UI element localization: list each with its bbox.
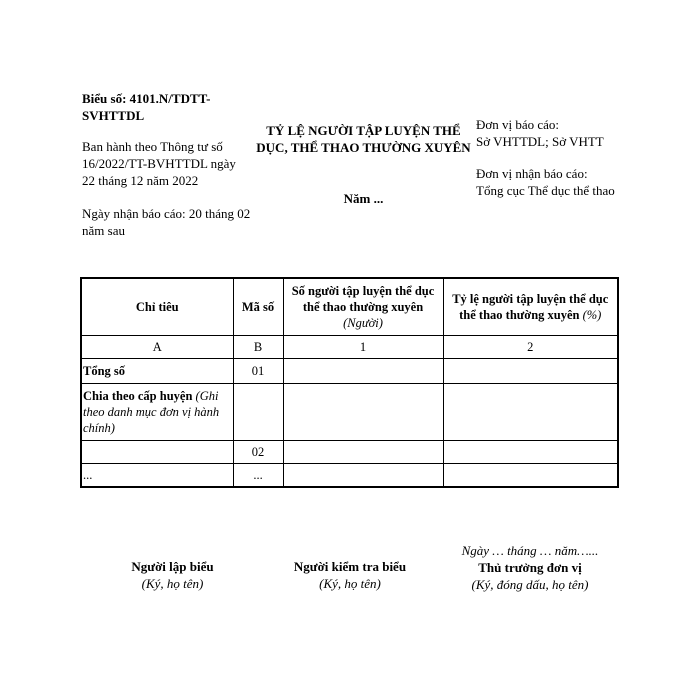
header-ratio-unit: (%) (582, 308, 602, 322)
table-row (81, 441, 618, 464)
data-cell (283, 384, 443, 441)
preparer-title: Người lập biểu (131, 559, 214, 574)
row-02-code: 02 (233, 441, 283, 464)
head-note: (Ký, đóng dấu, họ tên) (471, 577, 589, 592)
form-code: Biểu số: 4101.N/TDTT-SVHTTDL (82, 91, 211, 123)
data-cell (443, 441, 618, 464)
data-cell (443, 384, 618, 441)
row-more-label: ... (81, 464, 233, 488)
header-indicator: Chỉ tiêu (81, 278, 233, 336)
head-title: Thủ trưởng đơn vị (478, 560, 582, 575)
data-cell (443, 359, 618, 384)
signature-preparer (110, 558, 235, 592)
header-people-unit: (Người) (343, 316, 383, 330)
reporting-unit-label: Đơn vị báo cáo: (476, 117, 560, 132)
report-title: TỶ LỆ NGƯỜI TẬP LUYỆN THỂ DỤC, THỂ THAO THƯỜNG XUYÊN (256, 123, 471, 155)
table-row (81, 384, 618, 441)
data-cell (283, 464, 443, 488)
checker-note: (Ký, họ tên) (319, 576, 381, 591)
row-more-code: ... (233, 464, 283, 488)
row-district-label (81, 384, 233, 441)
data-cell (81, 441, 233, 464)
data-cell (283, 441, 443, 464)
header-code: Mã số (233, 278, 283, 336)
report-year: Năm ... (343, 191, 384, 206)
data-cell (443, 464, 618, 488)
preparer-note: (Ký, họ tên) (141, 576, 204, 591)
receiving-unit-label: Đơn vị nhận báo cáo: (476, 166, 588, 181)
data-cell (233, 384, 283, 441)
date-line: Ngày … tháng … năm…... (461, 543, 599, 558)
issuance-note: Ban hành theo Thông tư số 16/2022/TT-BVHTTDL ngày 22 tháng 12 năm 2022 (82, 139, 236, 188)
index-cell: B (233, 336, 283, 359)
receive-date-note: Ngày nhận báo cáo: 20 tháng 02 năm sau (82, 206, 251, 238)
receiving-unit-value: Tổng cục Thể dục thể thao (476, 183, 615, 198)
row-district-title: Chia theo cấp huyện (83, 389, 193, 403)
receiving-unit (476, 165, 626, 199)
row-district-note: (Ghi theo danh mục đơn vị hành chính) (83, 389, 220, 435)
table-row (81, 359, 618, 384)
signature-checker (280, 558, 420, 592)
signature-head (440, 542, 620, 593)
header-ratio (443, 278, 618, 336)
table-header-row (81, 278, 618, 336)
index-cell: 2 (443, 336, 618, 359)
data-cell (283, 359, 443, 384)
header-people (283, 278, 443, 336)
header-ratio-label: Tỷ lệ người tập luyện thể dục thể thao thường xuyên (452, 292, 609, 322)
header-people-label: Số người tập luyện thể dục thể thao thường xuyên (291, 284, 435, 314)
row-total-code: 01 (233, 359, 283, 384)
reporting-unit (476, 116, 626, 150)
report-table (80, 277, 619, 488)
table-row (81, 464, 618, 488)
table-index-row (81, 336, 618, 359)
reporting-unit-value: Sở VHTTDL; Sở VHTT (476, 134, 604, 149)
index-cell: A (81, 336, 233, 359)
row-total-label: Tổng số (81, 359, 233, 384)
index-cell: 1 (283, 336, 443, 359)
checker-title: Người kiểm tra biểu (293, 559, 407, 574)
